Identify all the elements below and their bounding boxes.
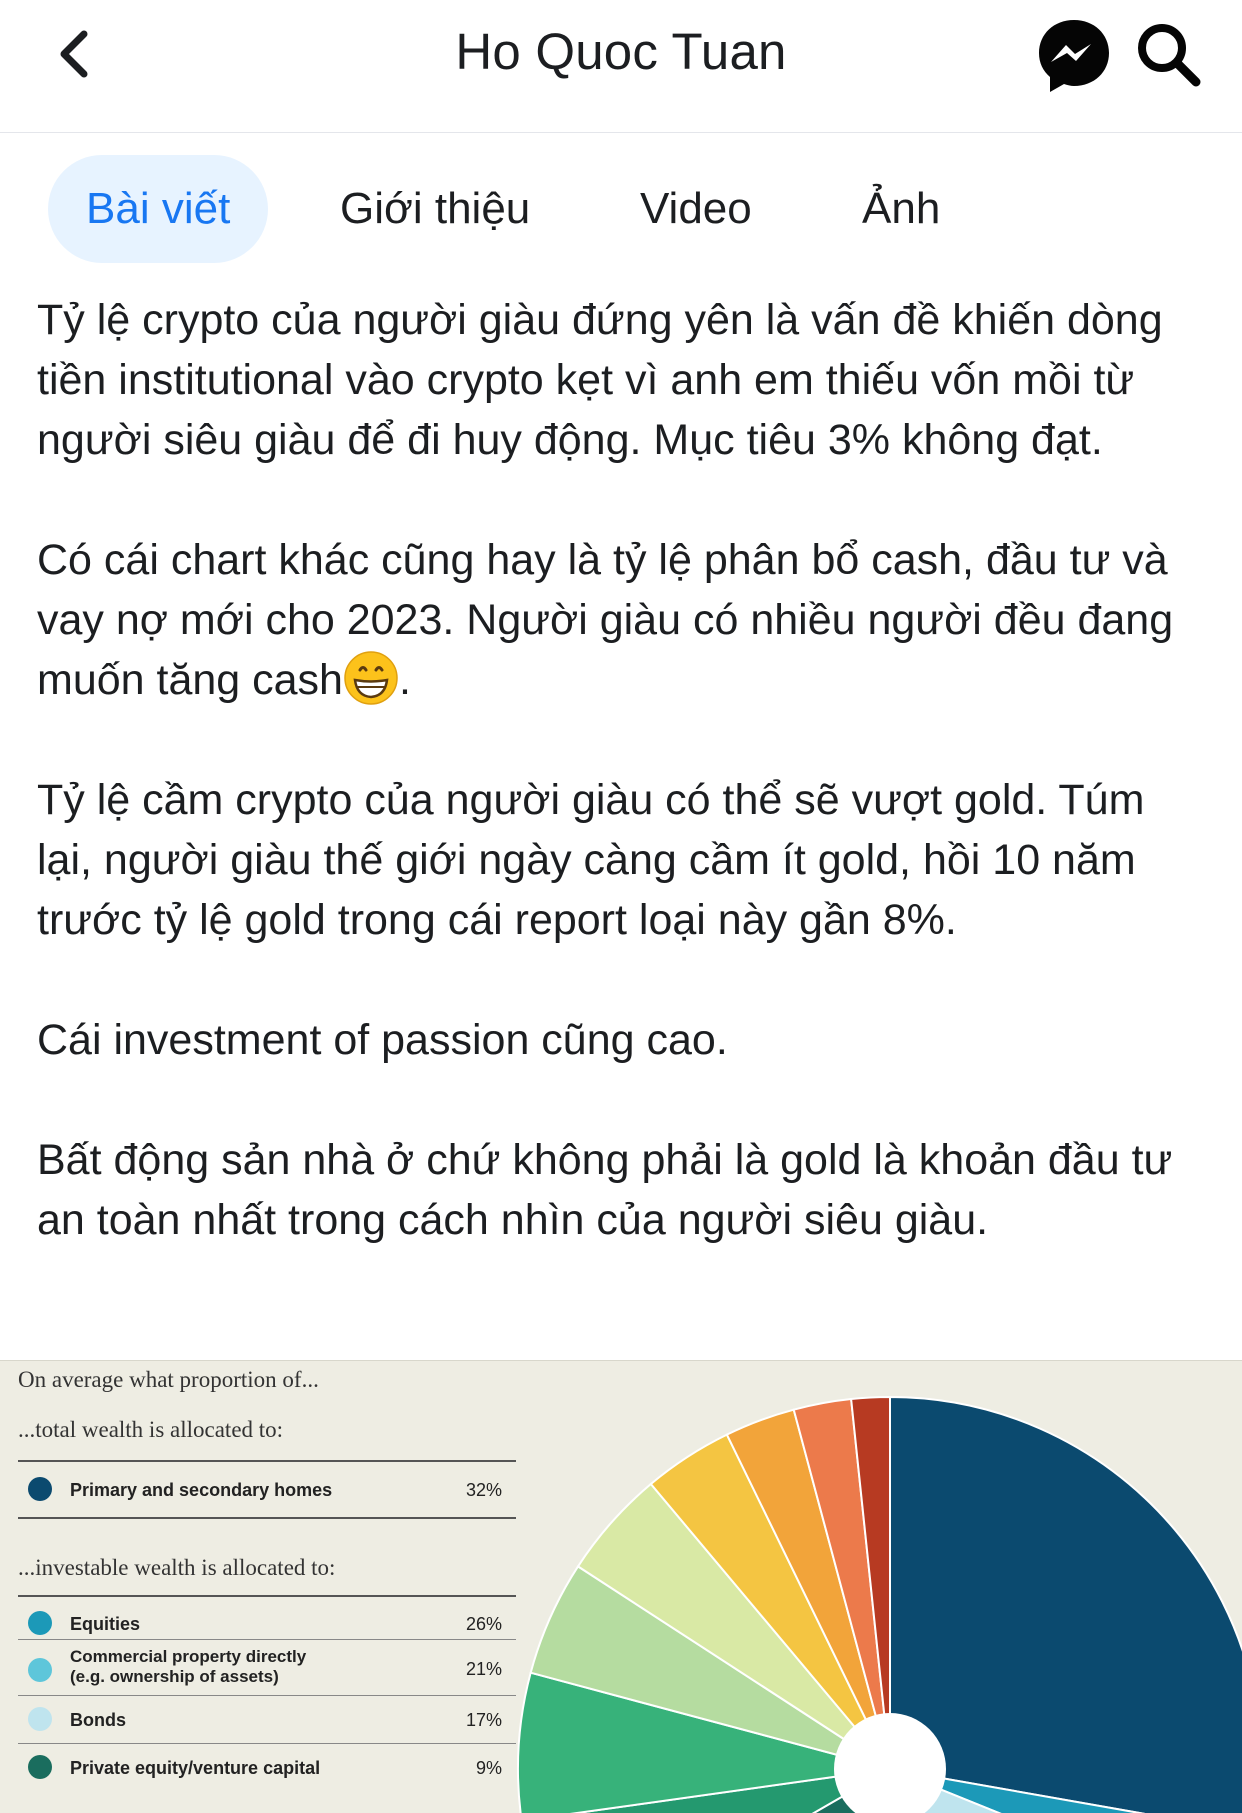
post-paragraph: Bất động sản nhà ở chứ không phải là gold là khoản đầu tư an toàn nhất trong cách nhìn của người siêu giàu. — [37, 1136, 1173, 1244]
legend-label-line: Commercial property directly — [70, 1647, 307, 1666]
tab-about[interactable]: Giới thiệu — [340, 184, 531, 233]
chart-title: On average what proportion of... — [18, 1367, 319, 1392]
grinning-face-emoji-icon — [343, 650, 399, 706]
legend-value: 32% — [465, 1480, 502, 1500]
post-paragraph-text: Có cái chart khác cũng hay là tỷ lệ phân bổ cash, đầu tư và vay nợ mới cho 2023. Người giàu có nhiều người đều đang muốn tăng cash — [37, 536, 1174, 704]
tab-posts[interactable]: Bài viết — [48, 155, 268, 263]
chart-section-heading: ...investable wealth is allocated to: — [18, 1555, 336, 1580]
profile-name-title: Ho Quoc Tuan — [455, 23, 787, 80]
legend-label-line: (e.g. ownership of assets) — [70, 1667, 279, 1686]
legend-label: Equities — [70, 1614, 141, 1634]
post-paragraph: Tỷ lệ crypto của người giàu đứng yên là vấn đề khiến dòng tiền institutional vào crypto kẹt vì anh em thiếu vốn mồi từ người siêu giàu để đi huy động. Mục tiêu 3% không đạt. — [37, 296, 1163, 464]
profile-tabs — [0, 155, 1242, 265]
search-icon — [1134, 20, 1204, 90]
tab-photos[interactable]: Ảnh — [862, 184, 941, 233]
legend-value: 26% — [465, 1614, 502, 1634]
top-bar — [0, 0, 1242, 133]
chart-section-heading: ...total wealth is allocated to: — [18, 1417, 284, 1442]
post-chart-image[interactable] — [0, 1360, 1242, 1813]
pie-chart — [0, 1361, 1242, 1813]
legend-label: Private equity/venture capital — [70, 1758, 321, 1778]
legend-value: 17% — [465, 1710, 502, 1730]
messenger-button[interactable] — [1036, 16, 1112, 96]
messenger-icon — [1036, 16, 1112, 96]
post-body — [37, 290, 1207, 1310]
post-paragraph — [37, 530, 1207, 710]
legend-value: 9% — [475, 1758, 502, 1778]
post-paragraph: Tỷ lệ cầm crypto của người giàu có thể sẽ vượt gold. Túm lại, người giàu thế giới ngày càng cầm ít gold, hồi 10 năm trước tỷ lệ gold trong cái report loại này gần 8%. — [37, 776, 1145, 944]
tab-videos[interactable]: Video — [640, 184, 752, 233]
search-button[interactable] — [1134, 20, 1204, 90]
legend-value: 21% — [465, 1659, 502, 1679]
post-punctuation: . — [398, 656, 411, 704]
post-paragraph: Cái investment of passion cũng cao. — [37, 1016, 728, 1064]
legend-label: Primary and secondary homes — [70, 1480, 333, 1500]
legend-label: Bonds — [70, 1710, 126, 1730]
